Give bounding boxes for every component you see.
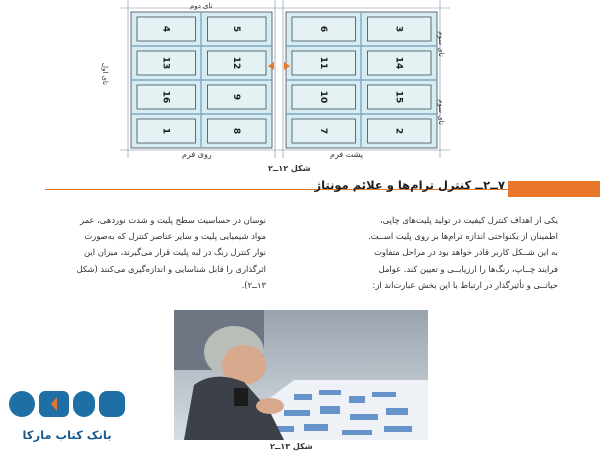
section-title: ۷ــ۲ــ کنترل ترام‌ها و علائم مونتاژ [314, 178, 505, 192]
front-form-label: روی فرم [182, 150, 212, 159]
top-fold-label: تای دوم [190, 2, 213, 10]
back-page-number: 2 [393, 127, 404, 135]
left-line-1: نوسان در حساسیت سطح پلیت و شدت نوردهی، عمر [80, 215, 266, 225]
back-page-number: 3 [393, 25, 404, 33]
left-line-4: اثرگذاری را قابل شناسایی و اندازه‌گیری می‌کنند (شکل [76, 263, 266, 274]
left-fold-label: تای اول [101, 62, 110, 86]
left-column-text [40, 212, 266, 293]
left-line-3: نوار کنترل رنگ در لبه پلیت قرار می‌گیرند، میزان این [84, 247, 266, 258]
back-page-number: 14 [393, 56, 404, 70]
front-page-number: 1 [160, 127, 171, 135]
section-accent-block [508, 181, 600, 197]
left-line-2: مواد شیمیایی پلیت و سایر عناصر کنترل که به‌صورت [84, 231, 266, 242]
marka-logo-mark [7, 387, 129, 427]
back-page-number: 15 [393, 90, 404, 104]
back-page-number: 6 [317, 25, 328, 33]
imposition-diagram [100, 0, 460, 178]
figure-caption-13: شکل ۱۳ــ۲ [270, 442, 313, 451]
right-line-5: حیاتــی و تأثیرگذار در ارتباط با این بخش عبارت‌اند از: [372, 279, 558, 290]
front-page-number: 13 [160, 56, 171, 70]
section-heading-bar [0, 178, 600, 200]
right-line-2: اطمینان از یکنواختی اندازه ترام‌ها بر روی پلیت اســت. [368, 231, 558, 242]
right-fold-label-bottom: تای سوم [436, 99, 445, 125]
front-page-number: 5 [230, 25, 241, 33]
right-line-4: فرایند چــاپ، رنگ‌ها را ارزیابــی و تعیین کند. عوامل [378, 263, 558, 274]
photo-illustration [174, 310, 428, 440]
left-line-5: ۱۳ــ۲). [241, 279, 266, 290]
back-page-number: 10 [317, 90, 328, 104]
press-operator-photo [174, 310, 428, 440]
back-form-label: پشت فرم [330, 150, 363, 159]
front-page-number: 4 [160, 25, 171, 33]
right-line-3: به این شــکل کاربر قادر خواهد بود در مراحل متفاوت [373, 247, 558, 258]
imposition-diagram-svg [100, 0, 460, 178]
front-page-number: 16 [160, 90, 171, 104]
back-page-number: 7 [317, 127, 328, 135]
right-fold-label-top: تای سوم [436, 31, 445, 57]
marka-logo-text: بانک کتاب مارکا [22, 428, 112, 442]
figure-caption-12: شکل ۱۲ــ۲ [268, 164, 311, 173]
front-page-number: 9 [230, 93, 241, 101]
back-page-number: 11 [317, 56, 328, 70]
front-page-number: 8 [230, 127, 241, 135]
right-column-text [320, 212, 558, 293]
right-line-1: یکی از اهداف کنترل کیفیت در تولید پلیت‌های چاپی، [379, 215, 558, 225]
front-page-number: 12 [230, 56, 241, 70]
